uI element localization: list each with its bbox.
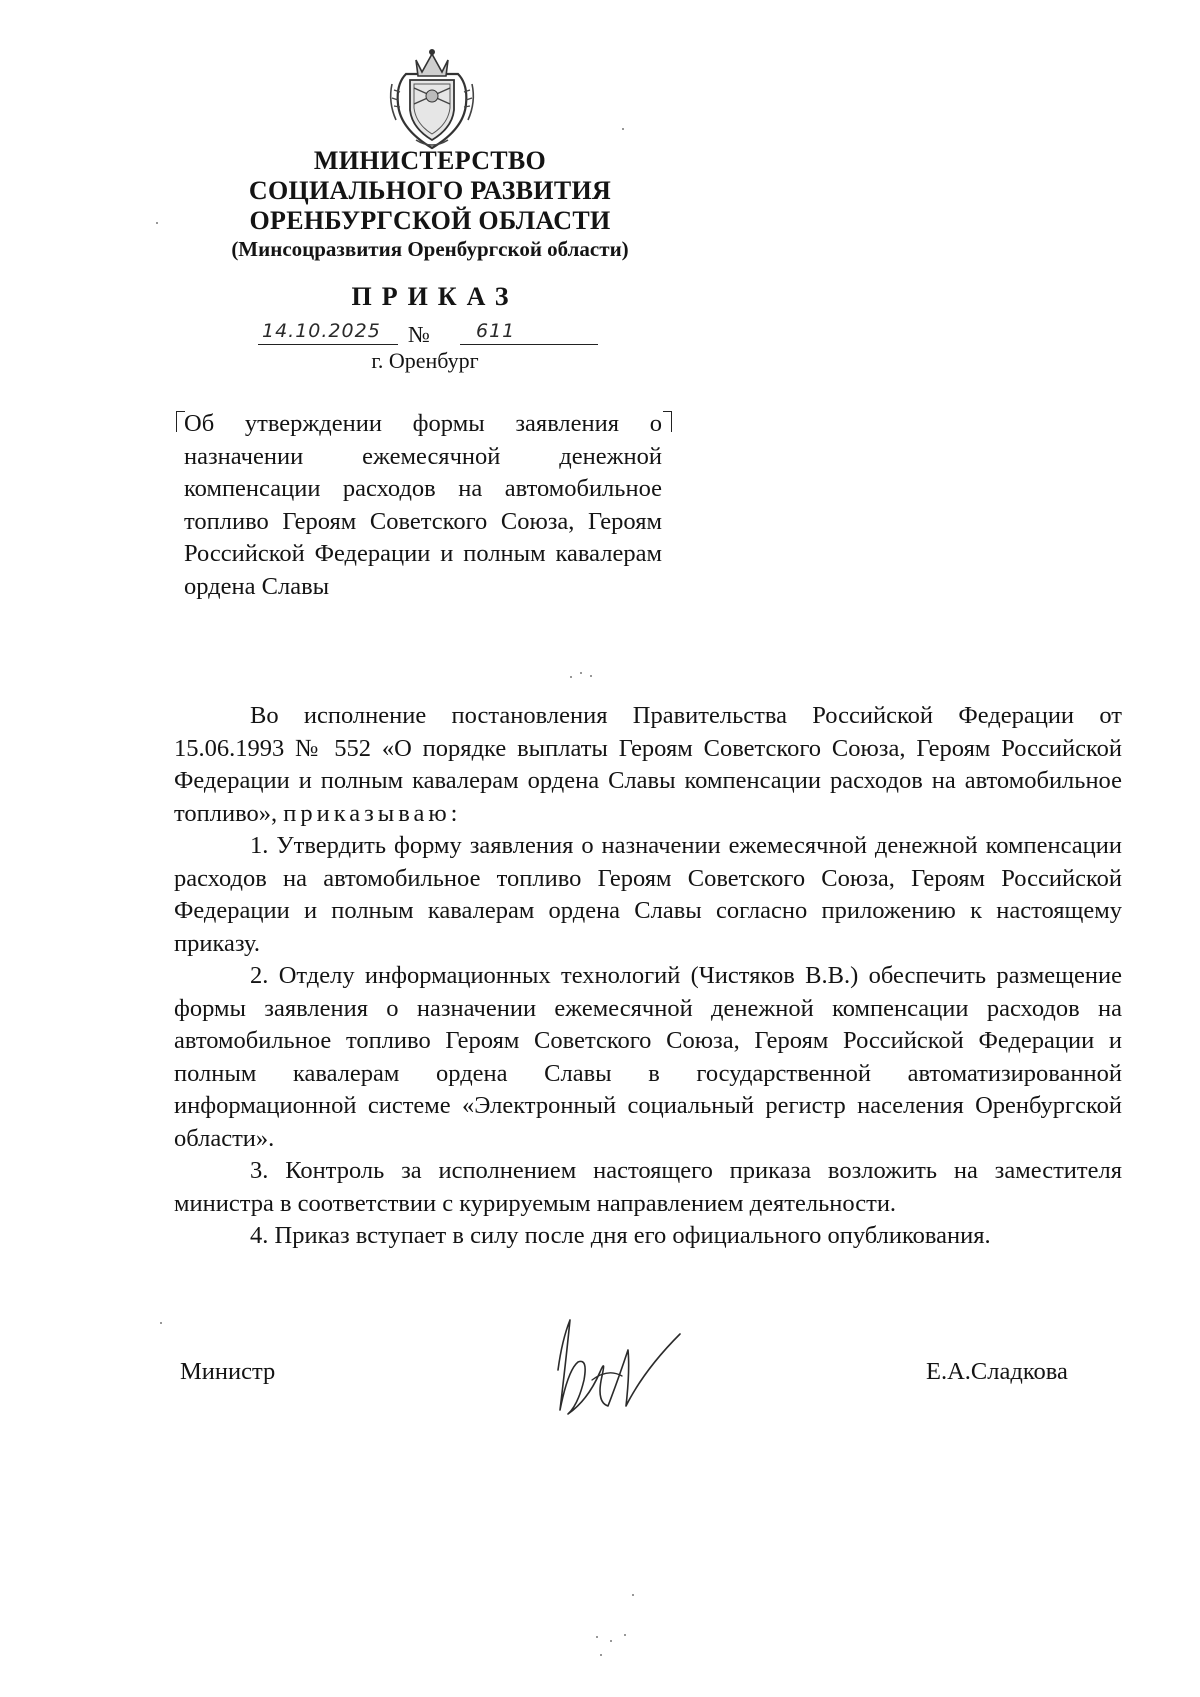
signatory-position: Министр <box>180 1358 276 1385</box>
body-intro-text: Во исполнение постановления Правительства Российской Федерации от 15.06.1993 № 552 «О порядке выплаты Героям Советского Союза, Героям Российской Федерации и полным кавалерам ордена Славы компенсации расходов на автомобильное топливо», <box>174 702 1122 827</box>
body-item-1: 1. Утвердить форму заявления о назначении ежемесячной денежной компенсации расходов на автомобильное топливо Героям Советского Союза, Героям Российской Федерации и полным кавалерам ордена Славы согласно приложению к настоящему приказу. <box>174 832 1122 957</box>
subject-bracket-right <box>663 411 672 432</box>
order-subject: Об утверждении формы заявления о назначении ежемесячной денежной компенсации расходов на автомобильное топливо Героям Советского Союза, Героям Российской Федерации и полным кавалерам ордена Славы <box>184 410 662 600</box>
handwritten-signature <box>548 1310 698 1430</box>
body-item-4: 4. Приказ вступает в силу после дня его официального опубликования. <box>250 1222 991 1249</box>
order-number: 611 <box>476 320 516 342</box>
order-date: 14.10.2025 <box>262 320 381 342</box>
org-name-line-1: МИНИСТЕРСТВО <box>313 146 547 175</box>
scan-speck <box>160 1322 162 1324</box>
order-city: г. Оренбург <box>371 348 479 373</box>
scan-speck <box>156 222 158 224</box>
body-intro-command: приказываю: <box>283 799 462 827</box>
scan-speck <box>596 1636 598 1638</box>
number-underline <box>460 344 598 345</box>
org-short-name: (Минсоцразвития Оренбургской области) <box>231 237 629 261</box>
scan-speck <box>624 1634 626 1636</box>
number-sign: № <box>408 322 430 347</box>
date-underline <box>258 344 398 345</box>
body-intro <box>174 700 1122 830</box>
order-body <box>174 700 1122 1253</box>
scan-speck <box>632 1594 634 1596</box>
scan-speck <box>590 675 592 677</box>
body-item-3: 3. Контроль за исполнением настоящего приказа возложить на заместителя министра в соответствии с курируемым направлением деятельности. <box>174 1157 1122 1217</box>
order-title: ПРИКАЗ <box>351 282 519 311</box>
coat-of-arms-emblem <box>386 44 478 152</box>
scan-speck <box>600 1654 602 1656</box>
scan-speck <box>570 676 572 678</box>
body-item-2: 2. Отделу информационных технологий (Чистяков В.В.) обеспечить размещение формы заявления о назначении ежемесячной денежной компенсации расходов на автомобильное топливо Героям Советского Союза, Героям Российской Федерации и полным кавалерам ордена Славы в государственной автоматизированной информационной системе «Электронный социальный регистр населения Оренбургской области». <box>174 962 1122 1152</box>
scan-speck <box>622 128 624 130</box>
signatory-name: Е.А.Сладкова <box>926 1358 1068 1385</box>
org-name-line-3: ОРЕНБУРГСКОЙ ОБЛАСТИ <box>249 206 611 235</box>
scan-speck <box>610 1640 612 1642</box>
scan-speck <box>580 672 582 674</box>
org-name-line-2: СОЦИАЛЬНОГО РАЗВИТИЯ <box>248 176 612 205</box>
